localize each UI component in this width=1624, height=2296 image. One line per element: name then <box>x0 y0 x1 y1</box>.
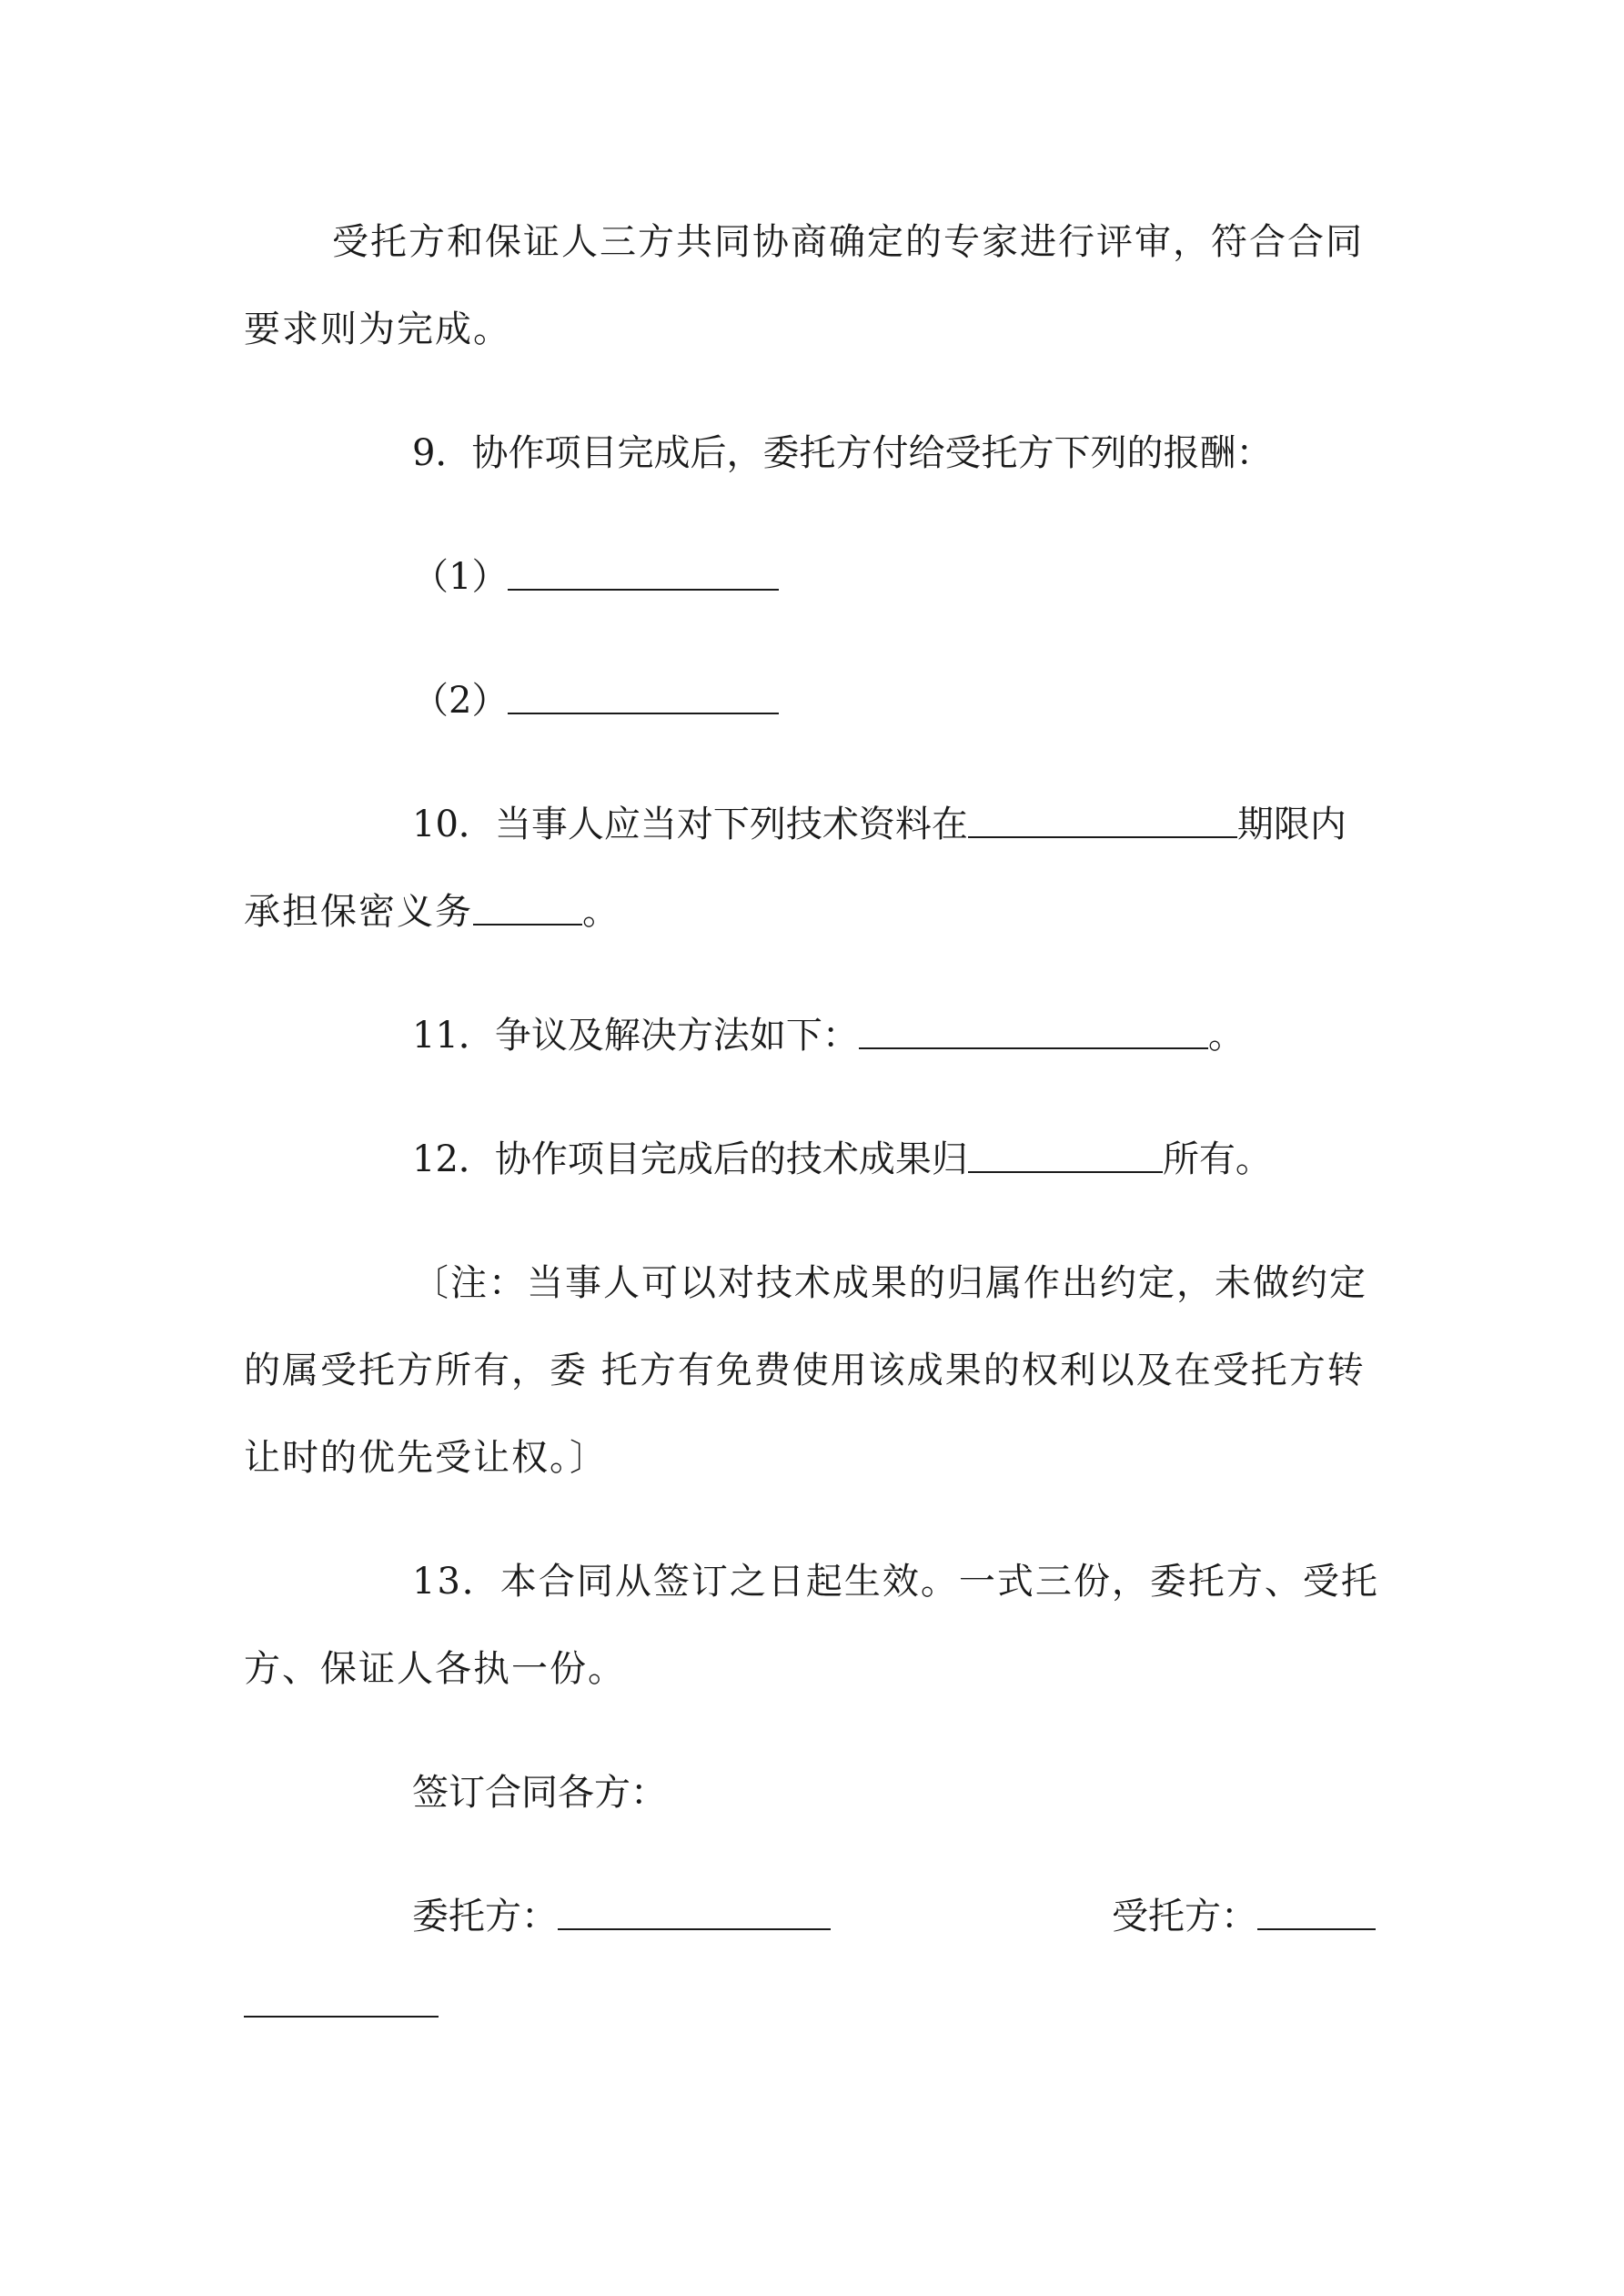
clause-11-text: 11．争议及解决方法如下： <box>412 1015 859 1057</box>
clause-11 <box>412 1010 1245 1061</box>
clause-9-item-2 <box>412 675 779 726</box>
clause-8-line-2: 要求则为完成。 <box>244 308 511 350</box>
clause-11-end: 。 <box>1207 1015 1245 1057</box>
item-1-label: （1） <box>412 556 509 598</box>
clause-10-text: 10．当事人应当对下列技术资料在 <box>412 804 968 845</box>
party-a-line <box>412 1891 831 1942</box>
party-a-label: 委托方： <box>412 1896 558 1937</box>
clause-10-line-2-end: 。 <box>582 891 620 933</box>
confidential-period-blank <box>968 805 1237 838</box>
item-2-blank <box>508 682 779 714</box>
clause-13-line-2: 方、保证人各执一份。 <box>244 1648 626 1690</box>
confidential-duty-blank <box>473 893 582 925</box>
note-line-3: 让时的优先受让权。〕 <box>244 1437 608 1479</box>
clause-9: 9．协作项目完成后，委托方付给受托方下列的报酬： <box>412 432 1273 474</box>
clause-12-end: 所有。 <box>1162 1138 1272 1180</box>
signature-heading: 签订合同各方： <box>412 1772 667 1814</box>
ownership-blank <box>968 1140 1163 1173</box>
item-1-blank <box>508 558 779 591</box>
clause-10-text-end: 期限内 <box>1236 804 1347 845</box>
clause-10-line-2-text: 承担保密义务 <box>244 891 473 933</box>
party-b-label: 受托方： <box>1112 1896 1257 1937</box>
clause-8-line-1: 受托方和保证人三方共同协商确定的专家进行评审，符合合同 <box>332 221 1364 263</box>
dispute-resolution-blank <box>859 1017 1208 1049</box>
party-b-blank-continued <box>244 1978 439 2029</box>
clause-12 <box>412 1134 1272 1185</box>
party-a-blank <box>558 1897 831 1930</box>
note-line-1: 〔注：当事人可以对技术成果的归属作出约定，未做约定 <box>412 1262 1367 1304</box>
party-b-line <box>1112 1891 1376 1942</box>
clause-10-line-2 <box>244 886 620 937</box>
clause-13-line-1: 13．本合同从签订之日起生效。一式三份，委托方、受托 <box>412 1561 1379 1603</box>
clause-12-text: 12．协作项目完成后的技术成果归 <box>412 1138 968 1180</box>
item-2-label: （2） <box>412 680 509 722</box>
note-line-2: 的属受托方所有，委 托方有免费使用该成果的权利以及在受托方转 <box>244 1350 1366 1391</box>
party-b-blank <box>1257 1897 1376 1930</box>
clause-10-line-1 <box>412 799 1347 850</box>
clause-9-item-1 <box>412 551 779 602</box>
party-b-blank-wrap <box>244 1985 439 2018</box>
